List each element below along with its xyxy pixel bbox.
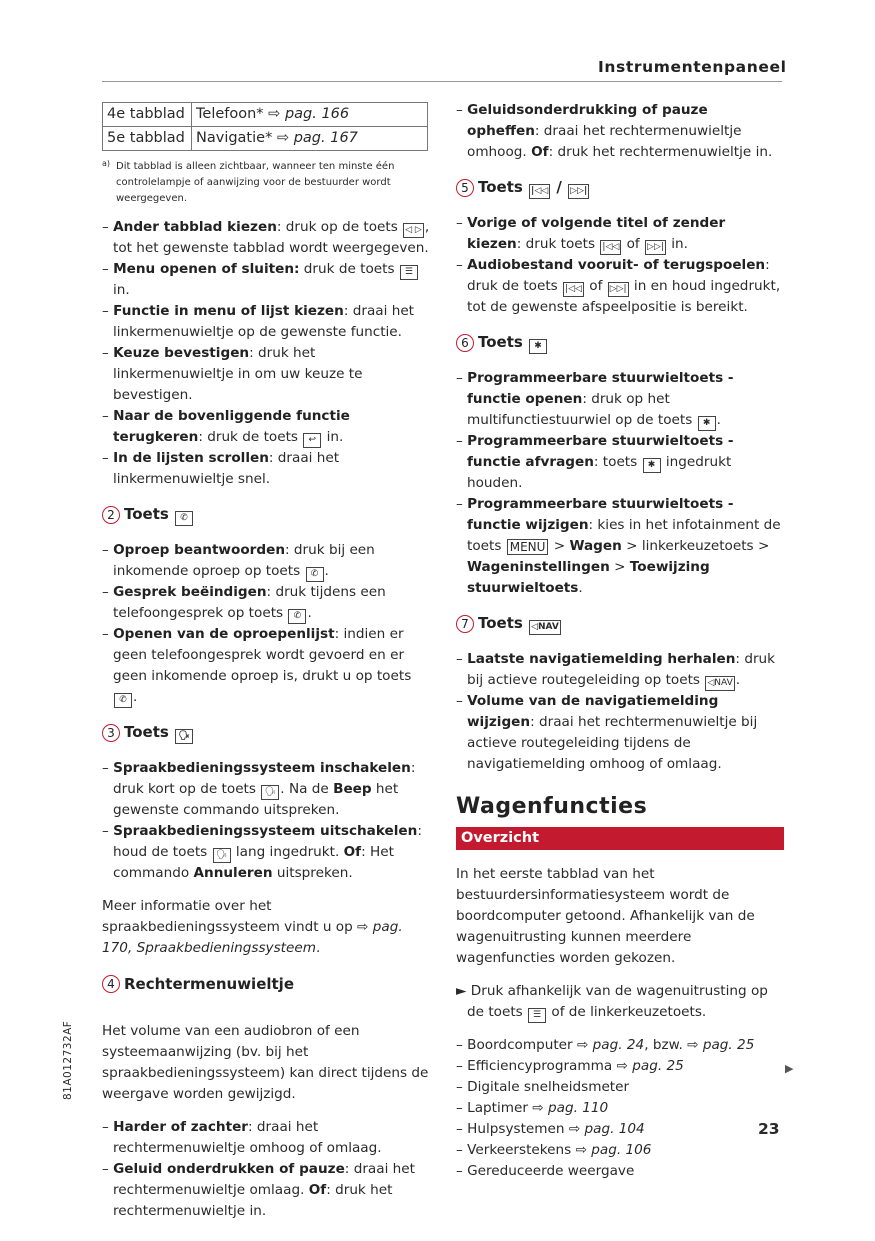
text: : druk op het multifunctiestuurwiel op de toets: [467, 391, 697, 428]
text: het gewenste commando uitspreken.: [113, 781, 399, 818]
bold-term: Naar de bovenliggende functie terugkeren: [113, 408, 350, 445]
key-button-icon: |◁◁: [563, 282, 584, 297]
text: : druk op de toets: [276, 219, 403, 235]
running-header: Instrumentenpaneel: [598, 58, 787, 76]
list-item: [102, 582, 430, 624]
text: Het volume van een audiobron of een systeemaanwijzing (bv. bij het spraakbedieningssysteem) kan direct tijdens de weergave worden gewijzigd.: [102, 1023, 429, 1102]
text: , tot het gewenste tabblad wordt weergegeven.: [113, 219, 430, 256]
arrow-ref-icon: ⇨: [268, 106, 281, 122]
spacer: [102, 746, 430, 758]
text: in.: [113, 282, 130, 298]
spacer: [456, 318, 784, 330]
left-column: [102, 102, 430, 1222]
spacer: [456, 163, 784, 175]
text: : draai het linkermenuwieltje op de gewenste functie.: [113, 303, 415, 340]
page-link[interactable]: pag. 167: [293, 130, 358, 146]
text: : druk kort op de toets: [113, 760, 416, 797]
text: of: [584, 278, 607, 294]
bold-term: Functie in menu of lijst kiezen: [113, 303, 344, 319]
spacer: [102, 708, 430, 720]
list-item: [102, 406, 430, 448]
text: : toets: [593, 454, 642, 470]
list-item: [456, 1035, 784, 1056]
footnote-text: Dit tabblad is alleen zichtbaar, wanneer ten minste één controlelampje of aanwijzing voor de bestuurder wordt weergegeven.: [116, 161, 395, 204]
list-item: [102, 1117, 430, 1159]
bold-term: /: [551, 178, 568, 196]
list-item: [102, 217, 430, 259]
section-heading: [456, 330, 784, 356]
text: : druk de toets: [198, 429, 303, 445]
bold-term: Openen van de oproepenlijst: [113, 626, 335, 642]
continue-arrow-icon: ▶: [785, 1062, 794, 1075]
text: .: [307, 605, 312, 621]
key-button-icon: ◁ ▷: [403, 223, 424, 238]
text: .: [716, 412, 721, 428]
text: Digitale snelheidsmeter: [467, 1079, 630, 1095]
table-row: [103, 127, 428, 151]
key-button-icon: 🗣: [261, 785, 279, 800]
heading-text: [478, 332, 548, 354]
text: Meer informatie over het spraakbedieningssysteem vindt u op ⇨: [102, 898, 373, 935]
heading-text: [478, 613, 562, 635]
text: Verkeerstekens ⇨: [467, 1142, 592, 1158]
list-item: [456, 255, 784, 318]
bold-term: Toets: [478, 333, 529, 351]
tab-cell: 4e tabblad: [103, 103, 192, 127]
text: ingedrukt houden.: [467, 454, 732, 491]
key-button-icon: ☰: [528, 1008, 546, 1023]
bold-term: Gesprek beëindigen: [113, 584, 267, 600]
spacer: [456, 637, 784, 649]
header-rule: [102, 81, 782, 82]
bold-term: Programmeerbare stuurwieltoets - functie wijzigen: [467, 496, 734, 533]
key-button-icon: ✆: [175, 511, 193, 526]
text: Hulpsystemen ⇨: [467, 1121, 585, 1137]
bold-term: Volume van de navigatiemelding wijzigen: [467, 693, 719, 730]
bold-term: Rechtermenuwieltje: [124, 974, 294, 993]
spacer: [456, 969, 784, 981]
text: : druk toets: [516, 236, 600, 252]
text: .: [315, 940, 321, 956]
text: : druk het rechtermenuwieltje in.: [113, 1182, 393, 1219]
key-button-icon: ↩: [303, 433, 321, 448]
bold-term: Geluidsonderdrukking of pauze opheffen: [467, 102, 708, 139]
paragraph: [102, 1021, 430, 1105]
text: . Na de: [280, 781, 334, 797]
footnote-mark: a): [102, 159, 111, 168]
text: , bzw. ⇨: [644, 1037, 703, 1053]
cell-label: Navigatie*: [196, 130, 277, 146]
list-item: [456, 1161, 784, 1182]
bold-term: Programmeerbare stuurwieltoets - functie openen: [467, 370, 734, 407]
list-item: [102, 1159, 430, 1222]
bold-term: Annuleren: [193, 865, 273, 881]
list-item: [102, 259, 430, 301]
text: : draai het rechtermenuwieltje omlaag.: [113, 1161, 415, 1198]
list-item: [456, 1077, 784, 1098]
list-item: [456, 1056, 784, 1077]
list-item: [102, 448, 430, 490]
callout-number-icon: 7: [456, 615, 474, 633]
bold-term: Toets: [478, 614, 529, 632]
text: .: [578, 580, 583, 596]
text: : kies in het infotainment de toets: [467, 517, 781, 554]
list-item: [102, 624, 430, 708]
text: > linkerkeuzetoets >: [621, 538, 770, 554]
text: : draai het rechtermenuwieltje omhoog.: [467, 123, 742, 160]
spacer: [102, 884, 430, 896]
bold-term: Oproep beantwoorden: [113, 542, 286, 558]
list-item: [456, 368, 784, 431]
text: Laptimer ⇨: [467, 1100, 548, 1116]
list-item: [456, 1098, 784, 1119]
spacer: [102, 490, 430, 502]
content-cell: [192, 103, 428, 127]
key-button-icon: ✱: [529, 339, 547, 354]
bold-term: Toets: [124, 505, 175, 523]
key-button-icon: ✱: [643, 458, 661, 473]
page-link[interactable]: pag. 166: [284, 106, 350, 122]
bold-term: Toets: [124, 723, 175, 741]
text: in.: [666, 236, 688, 252]
text: of de linkerkeuzetoets.: [547, 1004, 707, 1020]
key-button-icon: ▷▷|: [645, 240, 666, 255]
spacer: [102, 1009, 430, 1021]
table-row: [103, 103, 428, 127]
callout-number-icon: 5: [456, 179, 474, 197]
key-button-icon: ☰: [400, 265, 418, 280]
footnote: [102, 159, 430, 207]
text: .: [735, 672, 741, 688]
list-item: [456, 213, 784, 255]
bold-term: Audiobestand vooruit- of terugspoelen: [467, 257, 766, 273]
text: : houd de toets: [113, 823, 422, 860]
content-cell: [192, 127, 428, 151]
paragraph: [456, 864, 784, 969]
section-heading: [456, 175, 784, 201]
right-flow: [456, 100, 784, 1182]
right-column: [456, 100, 784, 1182]
key-button-icon: ✆: [306, 567, 324, 582]
chapter-title: Wagenfuncties: [456, 794, 648, 819]
spacer: [456, 201, 784, 213]
spacer: [102, 528, 430, 540]
text: .: [133, 689, 138, 705]
bold-term: Beep: [333, 781, 372, 797]
paragraph: [102, 896, 430, 959]
bold-term: Harder of zachter: [113, 1119, 248, 1135]
bold-term: Toets: [478, 178, 529, 196]
cell-label: Telefoon*: [196, 106, 269, 122]
list-item: [456, 691, 784, 775]
heading-text: [124, 974, 294, 995]
list-item: [456, 100, 784, 163]
key-button-icon: |◁◁: [600, 240, 621, 255]
page-link[interactable]: pag. 24: [592, 1037, 645, 1053]
heading-text: [478, 177, 590, 199]
left-flow: [102, 217, 430, 1222]
section-heading: [102, 720, 430, 746]
key-button-icon: ◁NAV: [529, 620, 561, 635]
bold-term: Wagen: [569, 538, 622, 554]
spacer: [456, 1023, 784, 1035]
key-button-icon: ▷▷|: [608, 282, 629, 297]
spacer: [102, 1105, 430, 1117]
document-code: 81A012732AF: [62, 1020, 74, 1100]
list-item: [456, 1119, 784, 1140]
list-item: [456, 494, 784, 599]
spacer: [456, 356, 784, 368]
bold-term: Geluid onderdrukken of pauze: [113, 1161, 345, 1177]
text: Boordcomputer ⇨: [467, 1037, 593, 1053]
text: : druk bij een inkomende oproep op toets: [113, 542, 375, 579]
list-item: [102, 821, 430, 884]
text: : druk bij actieve routegeleiding op toets: [467, 651, 776, 688]
key-button-icon: ▷▷|: [568, 184, 589, 199]
text: Efficiencyprogramma ⇨: [467, 1058, 633, 1074]
section-bar: Overzicht: [456, 827, 784, 850]
page-link[interactable]: pag. 25: [632, 1058, 684, 1074]
bold-term: Of: [343, 844, 362, 860]
bold-term: Ander tabblad kiezen: [113, 219, 277, 235]
spacer: [102, 959, 430, 971]
list-item: [456, 431, 784, 494]
key-button-icon: ✆: [288, 609, 306, 624]
tab-cell: 5e tabblad: [103, 127, 192, 151]
callout-number-icon: 2: [102, 506, 120, 524]
callout-number-icon: 6: [456, 334, 474, 352]
text: : draai het rechtermenuwieltje omhoog of omlaag.: [113, 1119, 382, 1156]
bold-term: Programmeerbare stuurwieltoets - functie afvragen: [467, 433, 734, 470]
bold-term: In de lijsten scrollen: [113, 450, 269, 466]
key-button-icon: ✆: [114, 693, 132, 708]
list-item: [102, 540, 430, 582]
menu-key-icon: MENU: [507, 539, 549, 555]
text: druk de toets: [299, 261, 399, 277]
bold-term: Keuze bevestigen: [113, 345, 250, 361]
heading-text: [124, 504, 194, 526]
list-item: [102, 301, 430, 343]
bold-term: Menu openen of sluiten:: [113, 261, 300, 277]
bold-term: Vorige of volgende titel of zender kiezen: [467, 215, 726, 252]
bold-term: Laatste navigatiemelding herhalen: [467, 651, 736, 667]
bold-term: Spraakbedieningssysteem uitschakelen: [113, 823, 418, 839]
instruction-step: [456, 981, 784, 1023]
text: : draai het rechtermenuwieltje bij actieve routegeleiding tijdens de navigatiemelding omhoog of omlaag.: [467, 714, 758, 772]
tab-table: [102, 102, 428, 151]
key-button-icon: |◁◁: [529, 184, 550, 199]
text: In het eerste tabblad van het bestuurdersinformatiesysteem wordt de boordcomputer getoond. Afhankelijk van de wagenuitrusting kunnen meerdere wagenfuncties worden gekozen.: [456, 866, 755, 966]
text: >: [549, 538, 570, 554]
callout-number-icon: 4: [102, 975, 120, 993]
text: lang ingedrukt.: [231, 844, 344, 860]
text: of: [622, 236, 645, 252]
page-number: 23: [758, 1120, 780, 1138]
page-link[interactable]: pag. 110: [548, 1100, 609, 1116]
callout-number-icon: 3: [102, 724, 120, 742]
bold-term: Of: [308, 1182, 327, 1198]
page-link[interactable]: pag. 170, Spraakbedieningssysteem: [102, 919, 403, 956]
heading-text: [124, 722, 194, 744]
list-item: [456, 1140, 784, 1161]
text: ► Druk afhankelijk van de wagenuitrusting op de toets: [456, 983, 768, 1020]
text: : indien er geen telefoongesprek wordt gevoerd en er geen inkomende oproep is, drukt u op toets: [113, 626, 412, 684]
text: : druk de toets: [467, 257, 770, 294]
text: : draai het linkermenuwieltje snel.: [113, 450, 340, 487]
key-button-icon: 🗣: [175, 729, 193, 744]
text: : druk het rechtermenuwieltje in.: [548, 144, 773, 160]
text: : druk tijdens een telefoongesprek op toets: [113, 584, 386, 621]
key-button-icon: ◁NAV: [705, 676, 734, 691]
text: .: [324, 563, 329, 579]
text: in.: [322, 429, 344, 445]
text: uitspreken.: [272, 865, 353, 881]
text: Gereduceerde weergave: [467, 1163, 635, 1179]
section-heading: [102, 502, 430, 528]
page-link[interactable]: pag. 104: [584, 1121, 645, 1137]
spacer: [456, 599, 784, 611]
list-item: [456, 649, 784, 691]
spacer: [102, 997, 430, 1009]
bold-term: Toewijzing stuurwieltoets: [467, 559, 710, 596]
bold-term: Spraakbedieningssysteem inschakelen: [113, 760, 411, 776]
key-button-icon: 🗣: [213, 848, 231, 863]
arrow-ref-icon: ⇨: [276, 130, 290, 146]
text: >: [609, 559, 630, 575]
text: in en houd ingedrukt, tot de gewenste afspeelpositie is bereikt.: [467, 278, 781, 315]
key-button-icon: ✱: [698, 416, 716, 431]
page-link[interactable]: pag. 25: [702, 1037, 755, 1053]
list-item: [102, 343, 430, 406]
bold-term: Of: [531, 144, 549, 160]
list-item: [102, 758, 430, 821]
page-link[interactable]: pag. 106: [591, 1142, 652, 1158]
section-heading: [102, 971, 430, 997]
text: : Het commando: [113, 844, 394, 881]
section-heading: [456, 611, 784, 637]
spacer: [456, 775, 784, 787]
bold-term: Wageninstellingen: [467, 559, 610, 575]
text: : druk het linkermenuwieltje in om uw keuze te bevestigen.: [113, 345, 363, 403]
